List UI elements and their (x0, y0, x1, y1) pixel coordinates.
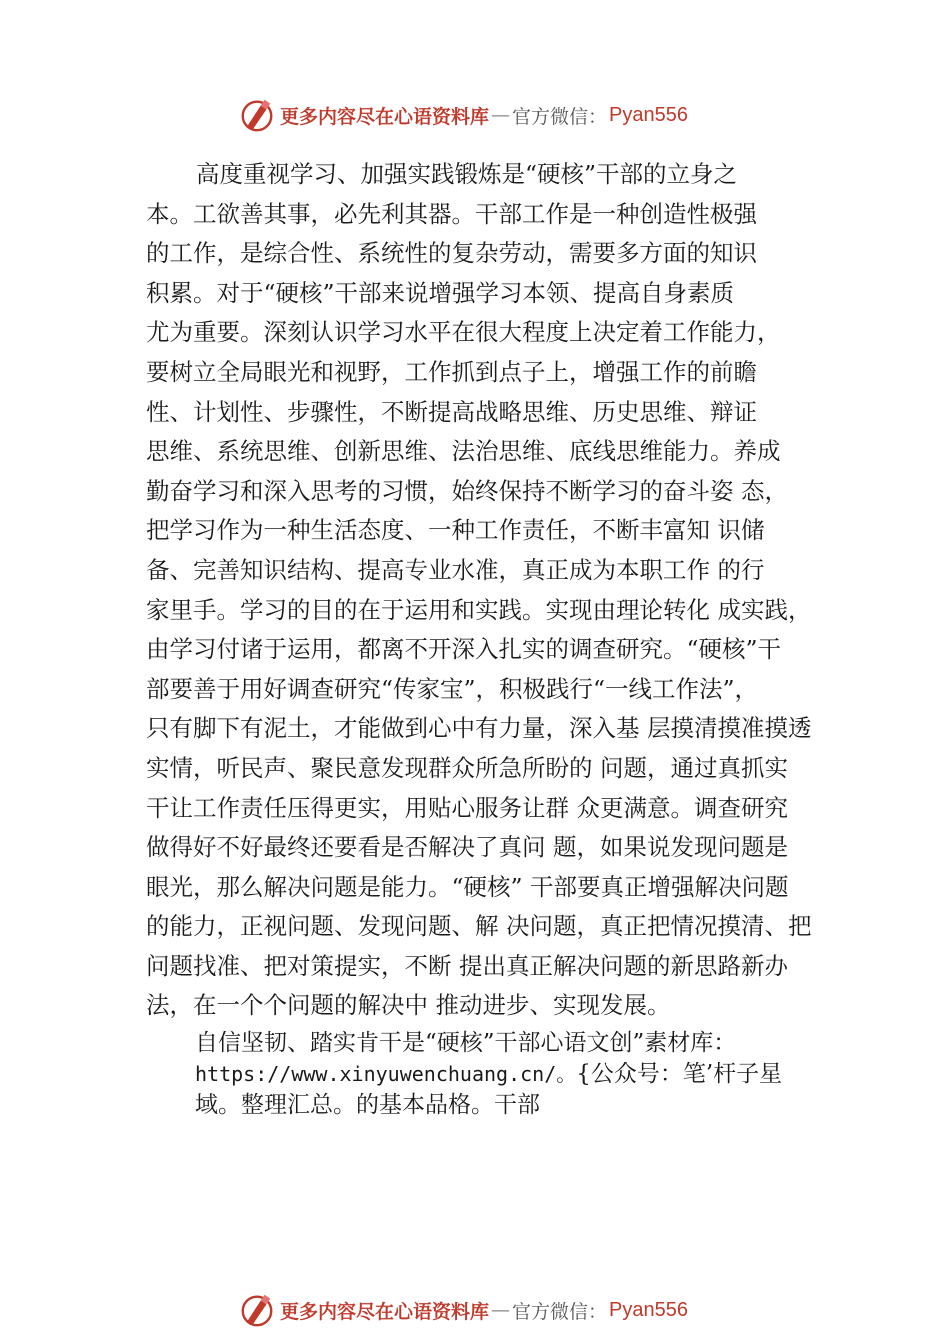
text-line: 积累。对于“硬核”干部来说增强学习本领、提高自身素质 (146, 278, 735, 307)
text-line: 思维、系统思维、创新思维、法治思维、底线思维能力。养成 (146, 437, 781, 466)
text-line: 部要善于用好调查研究“传家宝”，积极践行“一线工作法”， (146, 674, 759, 703)
text-line: 性、计划性、步骤性，不断提高战略思维、历史思维、辩证 (146, 397, 757, 426)
text-line: 备、完善知识结构、提高专业水准，真正成为本职工作 的行 (146, 555, 765, 584)
text-line: 问题找准、把对策提实，不断 提出真正解决问题的新思路新办 (146, 951, 788, 980)
text-line: 把学习作为一种生活态度、一种工作责任，不断丰富知 识储 (146, 516, 765, 545)
tail-paragraph (195, 1028, 845, 1121)
text-line: 做得好不好最终还要看是否解决了真问 题，如果说发现问题是 (146, 833, 788, 862)
tail-line-3: 域。整理汇总。的基本品格。干部 (195, 1092, 540, 1118)
banner-wechat-label: 官方微信： (512, 1300, 608, 1323)
text-line: 的能力，正视问题、发现问题、解 决问题，真正把情况摸清、把 (146, 912, 812, 941)
banner-wechat-id: Pyan556 (609, 1298, 688, 1321)
text-line: 的工作，是综合性、系统性的复杂劳动，需要多方面的知识 (146, 239, 757, 268)
banner-wechat-label: 官方微信： (512, 105, 608, 128)
header-banner (238, 95, 758, 135)
tail-line-2 (195, 1059, 845, 1090)
banner-title: 更多内容尽在心语资料库 (280, 105, 490, 128)
text-line: 高度重视学习、加强实践锻炼是“硬核”干部的立身之 (196, 160, 738, 188)
source-url: https://www.xinyuwenchuang.cn/。 (195, 1062, 577, 1086)
text-line: 勤奋学习和深入思考的习惯，始终保持不断学习的奋斗姿 态， (146, 476, 788, 505)
banner-wechat-id: Pyan556 (609, 103, 688, 126)
text-line: 由学习付诸于运用，都离不开深入扎实的调查研究。“硬核”干 (146, 635, 782, 664)
text-line: 实情，听民声、聚民意发现群众所急所盼的 问题，通过真抓实 (146, 753, 788, 782)
text-line: 干让工作责任压得更实，用贴心服务让群 众更满意。调查研究 (146, 793, 788, 822)
text-line: 只有脚下有泥土，才能做到心中有力量，深入基 层摸清摸准摸透 (146, 714, 812, 743)
banner-separator: — (491, 1299, 511, 1321)
main-paragraph (146, 155, 836, 1026)
text-line: 本。工欲善其事，必先利其器。干部工作是一种创造性极强 (146, 199, 757, 228)
text-line: 家里手。学习的目的在于运用和实践。实现由理论转化 成实践， (146, 595, 812, 624)
footer-banner (238, 1290, 758, 1330)
tail-line-1: 自信坚韧、踏实肯干是“硬核”干部心语文创”素材库： (195, 1030, 737, 1056)
pen-logo-icon (238, 96, 276, 134)
text-line: 法，在一个个问题的解决中 推动进步、实现发展。 (146, 991, 671, 1020)
tail-line-2-rest: {公众号：笔’杆子星 (576, 1061, 783, 1087)
pen-logo-icon (238, 1291, 276, 1329)
text-line: 眼光，那么解决问题是能力。“硬核” 干部要真正增强解决问题 (146, 872, 789, 901)
text-line: 要树立全局眼光和视野，工作抓到点子上，增强工作的前瞻 (146, 357, 757, 386)
banner-title: 更多内容尽在心语资料库 (280, 1300, 490, 1323)
text-line: 尤为重要。深刻认识学习水平在很大程度上决定着工作能力， (146, 318, 781, 347)
banner-separator: — (491, 104, 511, 126)
